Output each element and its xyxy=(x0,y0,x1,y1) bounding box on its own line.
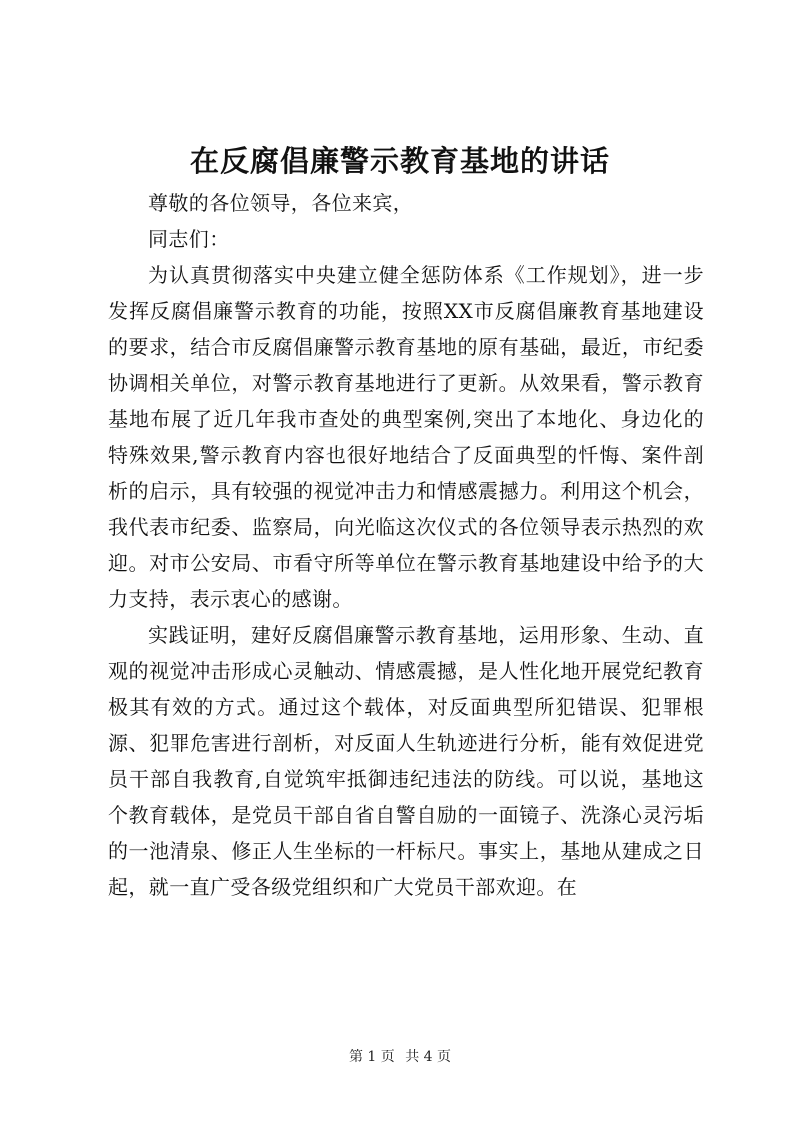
body-paragraph: 为认真贯彻落实中央建立健全惩防体系《工作规划》，进一步发挥反腐倡廉警示教育的功能，按照XX市反腐倡廉教育基地建设的要求，结合市反腐倡廉警示教育基地的原有基础，最近，市纪委协调相关单位，对警示教育基地进行了更新。从效果看，警示教育基地布展了近几年我市查处的典型案例,突出了本地化、身边化的特殊效果,警示教育内容也很好地结合了反面典型的忏悔、案件剖析的启示，具有较强的视觉冲击力和情感震撼力。利用这个机会，我代表市纪委、监察局，向光临这次仪式的各位领导表示热烈的欢迎。对市公安局、市看守所等单位在警示教育基地建设中给予的大力支持，表示衷心的感谢。 xyxy=(108,263,704,611)
salutation-paragraph: 尊敬的各位领导，各位来宾， xyxy=(148,191,414,215)
document-title: 在反腐倡廉警示教育基地的讲话 xyxy=(189,144,610,178)
page-number: 第 1 页 xyxy=(348,1049,395,1065)
document-body xyxy=(108,185,704,905)
page-footer xyxy=(0,1047,800,1067)
page-total: 共 4 页 xyxy=(405,1049,452,1065)
address-paragraph: 同志们： xyxy=(148,227,230,251)
body-paragraph: 实践证明，建好反腐倡廉警示教育基地，运用形象、生动、直观的视觉冲击形成心灵触动、情感震撼，是人性化地开展党纪教育极其有效的方式。通过这个载体，对反面典型所犯错误、犯罪根源、犯罪危害进行剖析，对反面人生轨迹进行分析，能有效促进党员干部自我教育,自觉筑牢抵御违纪违法的防线。可以说，基地这个教育载体，是党员干部自省自警自励的一面镜子、洗涤心灵污垢的一池清泉、修正人生坐标的一杆标尺。事实上，基地从建成之日起，就一直广受各级党组织和广大党员干部欢迎。在 xyxy=(108,623,704,899)
